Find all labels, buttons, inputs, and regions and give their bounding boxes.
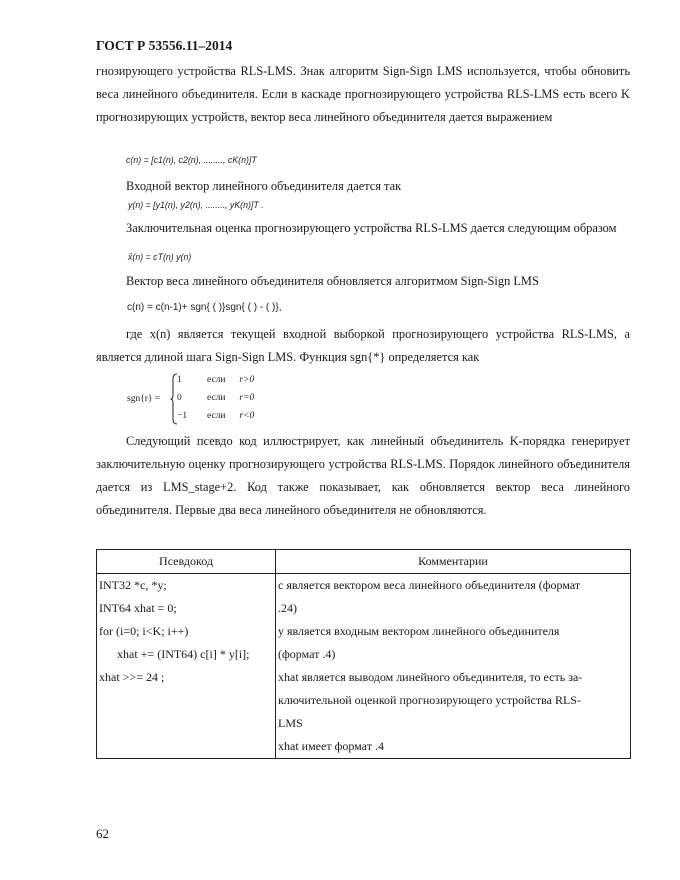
paragraph-combiner-intro: гнозирующего устройства RLS-LMS. Знак алгоритм Sign-Sign LMS используется, чтобы обновить веса линейного объединителя. Если в каскаде прогнозирующего устройства RLS-LMS есть всего K прогнозирующих устройств, вектор веса линейного объединителя дается выражением xyxy=(96,64,630,124)
formula-c-vector xyxy=(126,155,257,165)
sgn-case-zero-word: если xyxy=(207,393,226,403)
code-line: xhat >>= 24 ; xyxy=(99,670,165,684)
sgn-case-positive-word: если xyxy=(207,375,226,385)
formula-c-vector-text: c(n) = [c1(n), c2(n), ........, cK(n)]T xyxy=(126,155,257,165)
column-header-comments: Комментарии xyxy=(276,550,631,574)
formula-y-vector-text: y(n) = [y1(n), y2(n), ........, yK(n)]T . xyxy=(128,200,264,210)
sgn-definition-lhs xyxy=(127,394,160,404)
comment-line: ключительной оценкой прогнозирующего устройства RLS- xyxy=(278,693,581,707)
paragraph-final-estimate: Заключительная оценка прогнозирующего устройства RLS-LMS дается следующим образом xyxy=(126,221,617,235)
comment-line: xhat имеет формат .4 xyxy=(278,739,384,753)
sgn-case-positive xyxy=(177,375,254,385)
comment-line: y является входным вектором линейного объединителя xyxy=(278,624,560,638)
sgn-case-zero xyxy=(177,393,254,403)
paragraph-input-vector: Входной вектор линейного объединителя дается так xyxy=(126,179,402,193)
comment-line: xhat является выводом линейного объединителя, то есть за- xyxy=(278,670,583,684)
sgn-case-negative-condition: r<0 xyxy=(239,411,255,421)
formula-x-hat xyxy=(128,252,191,262)
paragraph-where-text: где x(n) является текущей входной выборкой прогнозирующего устройства RLS-LMS, a является длиной шага Sign-Sign LMS. Функция sgn{*} определяется как xyxy=(96,327,630,364)
table-row xyxy=(97,574,631,759)
sgn-case-zero-condition: r=0 xyxy=(239,393,255,403)
table-header-row xyxy=(97,550,631,574)
document-header: ГОСТ Р 53556.11–2014 xyxy=(96,38,233,53)
comment-line: .24) xyxy=(278,601,297,615)
code-line: xhat += (INT64) c[i] * y[i]; xyxy=(99,647,250,661)
code-line: for (i=0; i<K; i++) xyxy=(99,624,189,638)
paragraph-where xyxy=(96,323,630,369)
column-header-pseudocode: Псевдокод xyxy=(97,550,276,574)
paragraph-pseudocode-intro: Следующий псевдо код иллюстрирует, как линейный объединитель K-порядка генерирует заключительную оценку прогнозирующего устройства RLS-LMS. Порядок линейного объединителя дается из LMS_stage+2. Код также показывает, как обновляется вектор веса линейного объединителя. Первые два веса линейного объединителя не обновляются. xyxy=(96,434,630,517)
formula-weight-update-text: c(n) = c(n-1)+ sgn{ ( )}sgn{ ( ) - ( )}, xyxy=(127,302,282,313)
comment-line: (формат .4) xyxy=(278,647,336,661)
pseudocode-table xyxy=(96,549,631,759)
comment-line: c является вектором веса линейного объединителя (формат xyxy=(278,578,581,592)
comment-line: LMS xyxy=(278,716,303,730)
sgn-case-positive-value: 1 xyxy=(177,375,182,385)
formula-weight-update xyxy=(127,302,282,313)
sgn-case-negative xyxy=(177,411,254,421)
formula-y-vector xyxy=(128,200,264,210)
sgn-lhs-text: sgn{r} = xyxy=(127,394,161,404)
page-number: 62 xyxy=(96,826,109,841)
paragraph-weight-update: Вектор веса линейного объединителя обновляется алгоритмом Sign-Sign LMS xyxy=(126,274,539,288)
code-line: INT64 xhat = 0; xyxy=(99,601,177,615)
sgn-case-zero-value: 0 xyxy=(177,393,182,403)
sgn-case-negative-word: если xyxy=(207,411,226,421)
formula-x-hat-text: x̂(n) = cT(n) y(n) xyxy=(128,252,192,262)
sgn-case-negative-value: −1 xyxy=(177,411,188,421)
pseudocode-cell xyxy=(97,574,276,759)
code-line: INT32 *c, *y; xyxy=(99,578,167,592)
sgn-case-positive-condition: r>0 xyxy=(239,375,255,385)
comments-cell xyxy=(276,574,631,759)
